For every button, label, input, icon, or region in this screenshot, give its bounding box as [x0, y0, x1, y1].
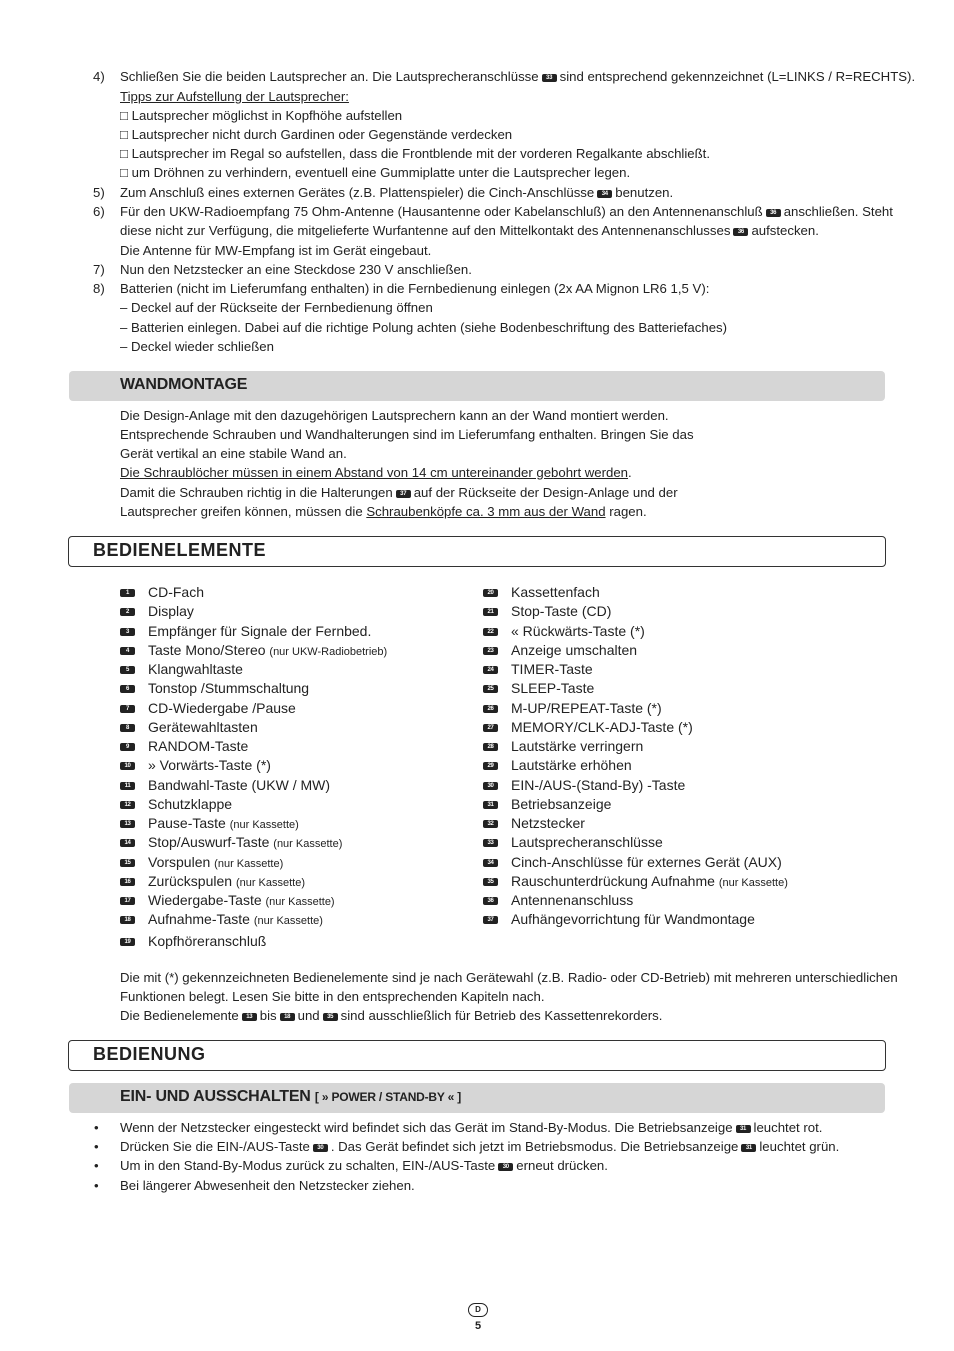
- ref-badge: 26: [483, 705, 498, 713]
- control-label: Display: [148, 603, 194, 620]
- ref-badge: 25: [483, 685, 498, 693]
- ref-badge: 13: [242, 1013, 257, 1021]
- control-list-item: [120, 795, 232, 814]
- control-label: Stop-Taste (CD): [511, 603, 612, 620]
- page-number: 5: [474, 1320, 482, 1332]
- control-list-item: [483, 641, 637, 660]
- control-note: (nur Kassette): [235, 876, 306, 889]
- ref-badge: 36: [733, 228, 748, 236]
- heading-bedienelemente: BEDIENELEMENTE: [93, 540, 267, 560]
- control-label: « Rückwärts-Taste (*): [511, 622, 645, 639]
- ref-badge: 6: [120, 685, 135, 693]
- control-list-item: [120, 679, 309, 698]
- ref-badge: 30: [483, 782, 498, 790]
- control-list-item: [120, 622, 371, 641]
- control-label: SLEEP-Taste: [511, 680, 595, 697]
- control-list-item: [483, 833, 663, 852]
- control-label: » Vorwärts-Taste (*): [148, 757, 271, 774]
- control-note: (nur Kassette): [214, 857, 284, 870]
- ref-badge: 33: [542, 74, 557, 82]
- ref-badge: 10: [120, 762, 135, 770]
- heading-bedienung: BEDIENUNG: [93, 1044, 206, 1064]
- ref-badge: 21: [483, 608, 498, 616]
- control-note: (nur Kassette): [229, 819, 299, 831]
- control-label: Lautstärke erhöhen: [511, 757, 632, 774]
- ref-badge: 15: [120, 859, 135, 867]
- control-list-item: [120, 891, 335, 912]
- control-label: Cinch-Anschlüsse für externes Gerät (AUX): [511, 853, 782, 870]
- ref-badge: 17: [120, 897, 135, 905]
- control-list-item: [120, 660, 243, 679]
- control-label: CD-Fach: [148, 584, 205, 600]
- control-list-item: [483, 622, 645, 641]
- tip-item: □ Lautsprecher im Regal so aufstellen, dass die Frontblende mit der vorderen Regalkante abschließt.: [120, 146, 710, 161]
- control-list-item: [483, 795, 611, 814]
- bullet: •: [94, 1139, 99, 1154]
- step-number: 8): [93, 281, 105, 296]
- control-list-item: [483, 872, 788, 893]
- control-list-item: [120, 872, 305, 893]
- language-badge: D: [468, 1303, 488, 1317]
- step-6-text: Für den UKW-Radioempfang 75 Ohm-Antenne (Hausantenne oder Kabelanschluß) an den Antennenanschluß 36 anschließen. Steht: [120, 204, 893, 219]
- step-8-sub: – Deckel auf der Rückseite der Fernbedienung öffnen: [120, 300, 433, 315]
- tip-item: □ Lautsprecher möglichst in Kopfhöhe aufstellen: [120, 108, 403, 123]
- ref-badge: 35: [323, 1013, 338, 1021]
- step-6-text: diese nicht zur Verfügung, die mitgelieferte Wurfantenne auf den Mittelkontakt des Antennenanschlusses 36 aufstecken.: [120, 223, 819, 238]
- control-list-item: [483, 718, 693, 737]
- control-list-item: [483, 679, 594, 698]
- ref-badge: 2: [120, 608, 135, 616]
- paragraph-line: Entsprechende Schrauben und Wandhalterungen sind im Lieferumfang enthalten. Bringen Sie das: [120, 427, 694, 442]
- paragraph-line: Gerät vertikal an eine stabile Wand an.: [120, 446, 347, 461]
- step-6-text: Die Antenne für MW-Empfang ist im Gerät eingebaut.: [120, 243, 432, 258]
- ref-badge: 16: [120, 878, 135, 886]
- note-line: Funktionen belegt. Lesen Sie bitte in den entsprechenden Kapiteln nach.: [120, 989, 545, 1004]
- control-list-item: [483, 660, 593, 679]
- step-8-sub: – Batterien einlegen. Dabei auf die richtige Polung achten (siehe Bodenbeschriftung des Batteriefaches): [120, 320, 728, 335]
- ref-badge: 28: [483, 743, 498, 751]
- heading-wandmontage: WANDMONTAGE: [120, 376, 248, 393]
- control-label: TIMER-Taste: [511, 661, 593, 677]
- control-note: (nur Kassette): [718, 876, 788, 889]
- control-label: Aufnahme-Taste: [148, 911, 250, 928]
- step-number: 5): [93, 185, 105, 200]
- control-list-item: [483, 910, 755, 929]
- ref-badge: 37: [483, 916, 498, 924]
- ref-badge: 34: [483, 859, 498, 867]
- bullet-text: Wenn der Netzstecker eingesteckt wird befindet sich das Gerät im Stand-By-Modus. Die Betriebsanzeige 31 leuchtet rot.: [120, 1120, 823, 1135]
- control-label: Lautstärke verringern: [511, 738, 644, 754]
- control-list-item: [120, 756, 271, 775]
- ref-badge: 34: [597, 190, 612, 198]
- control-label: Gerätewahltasten: [148, 718, 258, 735]
- tips-title: Tipps zur Aufstellung der Lautsprecher:: [120, 89, 349, 104]
- control-list-item: [483, 814, 585, 833]
- ref-badge: 18: [280, 1013, 295, 1021]
- note-line: Die mit (*) gekennzeichneten Bedienelemente sind je nach Gerätewahl (z.B. Radio- oder CD-Betrieb) mit mehreren unterschiedlichen: [120, 970, 898, 985]
- ref-badge: 4: [120, 647, 135, 655]
- ref-badge: 8: [120, 724, 135, 732]
- bullet-text: Drücken Sie die EIN-/AUS-Taste 30 . Das Gerät befindet sich jetzt im Betriebsmodus. Die Betriebsanzeige 31 leuchtet grün.: [120, 1139, 840, 1154]
- control-label: Vorspulen: [148, 853, 211, 870]
- control-label: Klangwahltaste: [148, 661, 243, 677]
- ref-badge: 9: [120, 743, 135, 751]
- control-list-item: [120, 910, 323, 931]
- control-label: Schutzklappe: [148, 795, 233, 812]
- ref-badge: 14: [120, 839, 135, 847]
- control-list-item: [483, 756, 632, 775]
- ref-badge: 37: [396, 490, 411, 498]
- control-label: Zurückspulen: [148, 872, 233, 889]
- control-list-item: [120, 583, 204, 602]
- control-label: Aufhängevorrichtung für Wandmontage: [511, 911, 755, 928]
- ref-badge: 30: [498, 1163, 513, 1171]
- control-label: MEMORY/CLK-ADJ-Taste (*): [511, 718, 693, 735]
- ref-badge: 23: [483, 647, 498, 655]
- control-label: Betriebsanzeige: [511, 795, 612, 812]
- control-note: (nur Kassette): [265, 896, 335, 908]
- control-list-item: [120, 833, 342, 854]
- control-label: Antennenanschluss: [511, 892, 634, 908]
- ref-badge: 32: [483, 820, 498, 828]
- tip-item: □ Lautsprecher nicht durch Gardinen oder Gegenstände verdecken: [120, 127, 513, 142]
- ref-badge: 31: [736, 1125, 751, 1133]
- control-label: EIN-/AUS-(Stand-By) -Taste: [511, 776, 686, 793]
- step-number: 7): [93, 262, 105, 277]
- ref-badge: 31: [741, 1144, 756, 1152]
- tip-item: □ um Dröhnen zu verhindern, eventuell eine Gummiplatte unter die Lautsprecher legen.: [120, 165, 631, 180]
- ref-badge: 11: [120, 782, 135, 790]
- control-label: Tonstop /Stummschaltung: [148, 680, 310, 697]
- bullet: •: [94, 1158, 99, 1173]
- bullet: •: [94, 1178, 99, 1193]
- paragraph-line: Die Schraublöcher müssen in einem Abstand von 14 cm untereinander gebohrt werden.: [120, 465, 632, 480]
- note-line: Die Bedienelemente 13 bis 18 und 35 sind ausschließlich für Betrieb des Kassettenrekorders.: [120, 1008, 663, 1023]
- control-label: Netzstecker: [511, 815, 585, 831]
- control-label: Empfänger für Signale der Fernbed.: [148, 622, 372, 639]
- ref-badge: 13: [120, 820, 135, 828]
- control-note: (nur Kassette): [253, 915, 323, 928]
- control-label: Bandwahl-Taste (UKW / MW): [148, 776, 331, 793]
- step-number: 6): [93, 204, 105, 219]
- ref-badge: 27: [483, 724, 498, 732]
- bullet: •: [94, 1120, 99, 1135]
- bullet-text: Bei längerer Abwesenheit den Netzstecker ziehen.: [120, 1178, 415, 1193]
- ref-badge: 35: [483, 878, 498, 886]
- control-list-item: [483, 891, 633, 910]
- control-list-item: [120, 853, 283, 874]
- step-number: 4): [93, 69, 105, 84]
- ref-badge: 29: [483, 762, 498, 770]
- ref-badge: 36: [766, 209, 781, 217]
- ref-badge: 22: [483, 628, 498, 636]
- control-list-item: [120, 814, 299, 835]
- ref-badge: 1: [120, 589, 135, 597]
- control-note: (nur Kassette): [273, 838, 343, 851]
- ref-badge: 7: [120, 705, 135, 713]
- control-list-item: [483, 776, 685, 795]
- control-label: Rauschunterdrückung Aufnahme: [511, 872, 715, 889]
- ref-badge: 20: [483, 589, 498, 597]
- step-4-text: Schließen Sie die beiden Lautsprecher an. Die Lautsprecheranschlüsse 33 sind entsprechend gekennzeichnet (L=LINKS / R=RECHTS).: [120, 69, 916, 84]
- control-label: Lautsprecheranschlüsse: [511, 834, 663, 851]
- bullet-text: Um in den Stand-By-Modus zurück zu schalten, EIN-/AUS-Taste 30 erneut drücken.: [120, 1158, 608, 1173]
- control-list-item: [483, 583, 600, 602]
- ref-badge: 18: [120, 916, 135, 924]
- paragraph-line: Lautsprecher greifen können, müssen die Schraubenköpfe ca. 3 mm aus der Wand ragen.: [120, 504, 647, 519]
- control-list-item: [120, 737, 248, 756]
- control-label: Kassettenfach: [511, 584, 600, 600]
- control-label: Pause-Taste: [148, 815, 226, 831]
- control-list-item: [120, 699, 296, 718]
- control-list-item: [483, 602, 611, 621]
- control-list-item: [120, 776, 330, 795]
- control-list-item: [120, 641, 387, 662]
- ref-badge: 3: [120, 628, 135, 636]
- ref-badge: 5: [120, 666, 135, 674]
- control-label: Wiedergabe-Taste: [148, 892, 262, 908]
- control-label: Taste Mono/Stereo: [148, 641, 266, 658]
- control-list-item: [483, 699, 662, 718]
- ref-badge: 12: [120, 801, 135, 809]
- control-note: (nur UKW-Radiobetrieb): [269, 645, 388, 658]
- ref-badge: 19: [120, 938, 135, 946]
- control-list-item: [120, 932, 266, 951]
- control-label: Stop/Auswurf-Taste: [148, 834, 270, 851]
- ref-badge: 33: [483, 839, 498, 847]
- ref-badge: 36: [483, 897, 498, 905]
- control-label: CD-Wiedergabe /Pause: [148, 699, 296, 716]
- ref-badge: 24: [483, 666, 498, 674]
- ref-badge: 31: [483, 801, 498, 809]
- control-list-item: [483, 737, 643, 756]
- control-list-item: [120, 718, 258, 737]
- step-5-text: Zum Anschluß eines externen Gerätes (z.B. Plattenspieler) die Cinch-Anschlüsse 34 benutzen.: [120, 185, 674, 200]
- step-7-text: Nun den Netzstecker an eine Steckdose 230 V anschließen.: [120, 262, 472, 277]
- control-list-item: [120, 602, 194, 621]
- paragraph-line: Die Design-Anlage mit den dazugehörigen Lautsprechern kann an der Wand montiert werden.: [120, 408, 669, 423]
- control-label: M-UP/REPEAT-Taste (*): [511, 699, 662, 716]
- control-label: RANDOM-Taste: [148, 738, 249, 754]
- control-list-item: [483, 853, 782, 872]
- step-8-text: Batterien (nicht im Lieferumfang enthalten) in die Fernbedienung einlegen (2x AA Mignon LR6 1,5 V):: [120, 281, 710, 296]
- step-8-sub: – Deckel wieder schließen: [120, 339, 274, 354]
- heading-ein-ausschalten: EIN- UND AUSSCHALTEN [ » POWER / STAND-BY « ]: [120, 1088, 462, 1105]
- ref-badge: 30: [313, 1144, 328, 1152]
- control-label: Kopfhöreranschluß: [148, 932, 267, 949]
- control-label: Anzeige umschalten: [511, 641, 638, 658]
- paragraph-line: Damit die Schrauben richtig in die Halterungen 37 auf der Rückseite der Design-Anlage und der: [120, 485, 678, 500]
